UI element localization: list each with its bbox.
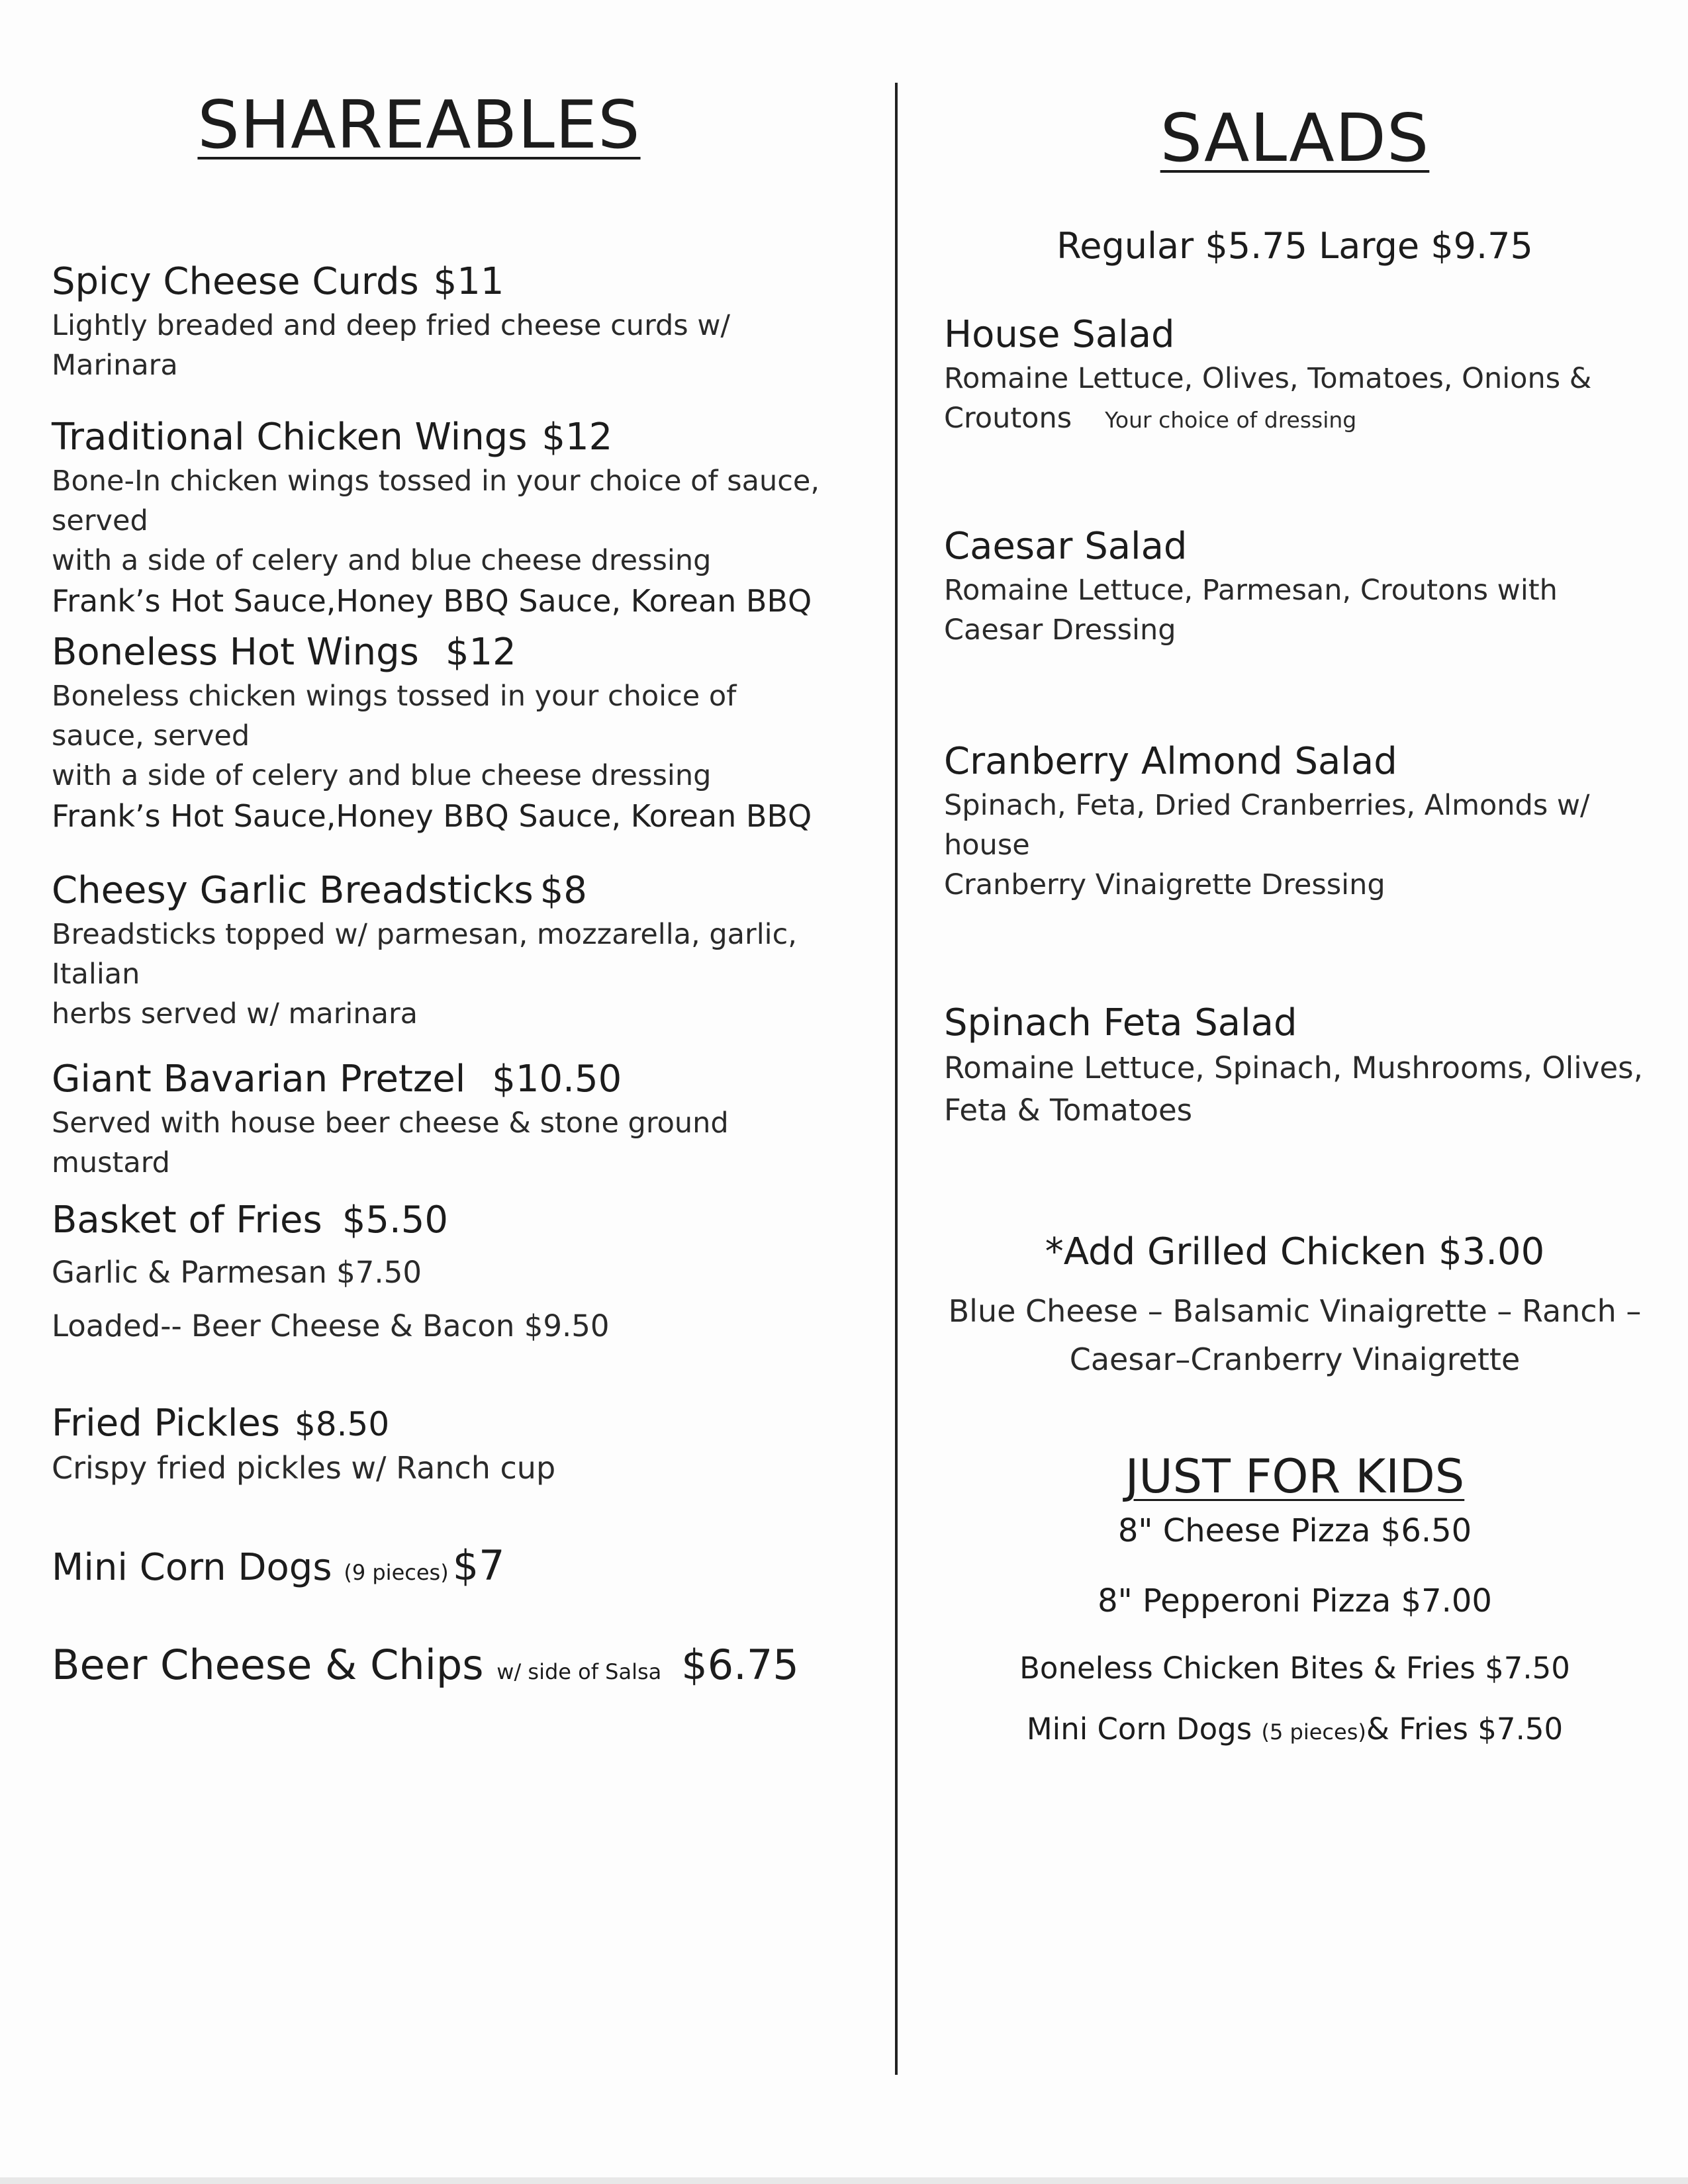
item-note: Your choice of dressing bbox=[1105, 407, 1357, 433]
item-name: Spinach Feta Salad bbox=[944, 1001, 1297, 1044]
menu-item-cranberry-almond-salad bbox=[944, 738, 1646, 905]
menu-item-cheesy-garlic-breadsticks bbox=[52, 867, 833, 1034]
item-name: Spicy Cheese Curds bbox=[52, 260, 419, 303]
shareables-title: SHAREABLES bbox=[197, 86, 641, 163]
item-name: Fried Pickles bbox=[52, 1402, 281, 1445]
item-description: Boneless chicken wings tossed in your choice of sauce, served bbox=[52, 680, 737, 752]
item-description: with a side of celery and blue cheese dressing bbox=[52, 544, 712, 577]
item-name: House Salad bbox=[944, 313, 1175, 356]
menu-item-fried-pickles bbox=[52, 1400, 833, 1488]
kids-item bbox=[944, 1707, 1646, 1754]
item-description: Breadsticks topped w/ parmesan, mozzarella, garlic, Italian bbox=[52, 918, 797, 991]
item-description: Feta & Tomatoes bbox=[944, 1093, 1193, 1128]
item-price: $5.50 bbox=[342, 1199, 449, 1242]
salad-size-prices: Regular $5.75 Large $9.75 bbox=[1056, 225, 1533, 267]
menu-item-spinach-feta-salad bbox=[944, 999, 1646, 1132]
item-price: $12 bbox=[445, 631, 516, 674]
menu-item-caesar-salad bbox=[944, 523, 1646, 650]
item-description: herbs served w/ marinara bbox=[52, 997, 418, 1030]
menu-item-mini-corn-dogs bbox=[52, 1542, 833, 1596]
kids-item: Boneless Chicken Bites & Fries $7.50 bbox=[1019, 1651, 1570, 1686]
item-name: Cranberry Almond Salad bbox=[944, 740, 1397, 783]
menu-item-giant-bavarian-pretzel bbox=[52, 1056, 833, 1183]
item-price: $11 bbox=[433, 260, 504, 303]
kids-item: 8" Cheese Pizza $6.50 bbox=[1117, 1512, 1472, 1549]
item-description: Croutons bbox=[944, 402, 1072, 435]
item-name: Cheesy Garlic Breadsticks bbox=[52, 869, 534, 912]
kids-section bbox=[944, 1449, 1646, 1754]
menu-item-basket-of-fries bbox=[52, 1197, 833, 1351]
item-description: Served with house beer cheese & stone ground mustard bbox=[52, 1107, 729, 1179]
item-name: Traditional Chicken Wings bbox=[52, 416, 528, 459]
kids-item-price: & Fries $7.50 bbox=[1366, 1711, 1564, 1747]
item-price: $10.50 bbox=[492, 1058, 622, 1101]
item-price: $8 bbox=[539, 869, 587, 912]
item-price: $6.75 bbox=[681, 1641, 799, 1689]
item-name: Basket of Fries bbox=[52, 1199, 322, 1242]
kids-item: 8" Pepperoni Pizza $7.00 bbox=[1098, 1582, 1492, 1619]
add-grilled-chicken: *Add Grilled Chicken $3.00 bbox=[1045, 1230, 1545, 1273]
item-name: Giant Bavarian Pretzel bbox=[52, 1058, 466, 1101]
menu-item-house-salad bbox=[944, 311, 1646, 440]
kids-title: JUST FOR KIDS bbox=[1125, 1449, 1465, 1504]
item-description: Cranberry Vinaigrette Dressing bbox=[944, 868, 1385, 901]
item-sauces: Frank’s Hot Sauce,Honey BBQ Sauce, Korean BBQ bbox=[52, 583, 812, 619]
menu-item-beer-cheese-and-chips bbox=[52, 1641, 833, 1696]
item-option: Garlic & Parmesan $7.50 bbox=[52, 1255, 422, 1290]
item-description: Bone-In chicken wings tossed in your choice of sauce, served bbox=[52, 465, 820, 537]
item-name: Boneless Hot Wings bbox=[52, 631, 419, 674]
item-option: Loaded-- Beer Cheese & Bacon $9.50 bbox=[52, 1308, 610, 1343]
dressing-options: Blue Cheese – Balsamic Vinaigrette – Ranch – bbox=[948, 1293, 1642, 1329]
item-description: Romaine Lettuce, Olives, Tomatoes, Onions & bbox=[944, 362, 1592, 395]
item-price: $8.50 bbox=[295, 1405, 390, 1443]
shareables-column bbox=[52, 86, 833, 1689]
scan-edge bbox=[0, 2177, 1688, 2184]
item-name: Caesar Salad bbox=[944, 525, 1188, 568]
item-note: (9 pieces) bbox=[344, 1560, 449, 1585]
column-divider bbox=[895, 83, 898, 2075]
salads-title: SALADS bbox=[1160, 99, 1430, 177]
dressing-options: Caesar–Cranberry Vinaigrette bbox=[1069, 1342, 1521, 1377]
item-description: Caesar Dressing bbox=[944, 614, 1176, 647]
item-description: Spinach, Feta, Dried Cranberries, Almonds w/ house bbox=[944, 789, 1590, 862]
menu-item-boneless-hot-wings bbox=[52, 629, 833, 837]
item-description: Romaine Lettuce, Spinach, Mushrooms, Olives, bbox=[944, 1050, 1643, 1085]
item-description: with a side of celery and blue cheese dressing bbox=[52, 759, 712, 792]
menu-item-spicy-cheese-curds bbox=[52, 258, 833, 385]
item-sauces: Frank’s Hot Sauce,Honey BBQ Sauce, Korean BBQ bbox=[52, 798, 812, 834]
item-price: $12 bbox=[541, 416, 613, 459]
kids-item-name: Mini Corn Dogs bbox=[1026, 1711, 1252, 1747]
menu-item-traditional-chicken-wings bbox=[52, 414, 833, 621]
kids-item-note: (5 pieces) bbox=[1261, 1719, 1366, 1745]
item-name: Beer Cheese & Chips bbox=[52, 1641, 484, 1689]
salads-column bbox=[944, 99, 1646, 1747]
item-note: w/ side of Salsa bbox=[496, 1659, 662, 1684]
item-price: $7 bbox=[452, 1541, 505, 1590]
item-description: Crispy fried pickles w/ Ranch cup bbox=[52, 1450, 556, 1486]
item-description: Romaine Lettuce, Parmesan, Croutons with bbox=[944, 574, 1558, 607]
item-name: Mini Corn Dogs bbox=[52, 1546, 332, 1589]
item-description: Lightly breaded and deep fried cheese curds w/ Marinara bbox=[52, 309, 731, 382]
